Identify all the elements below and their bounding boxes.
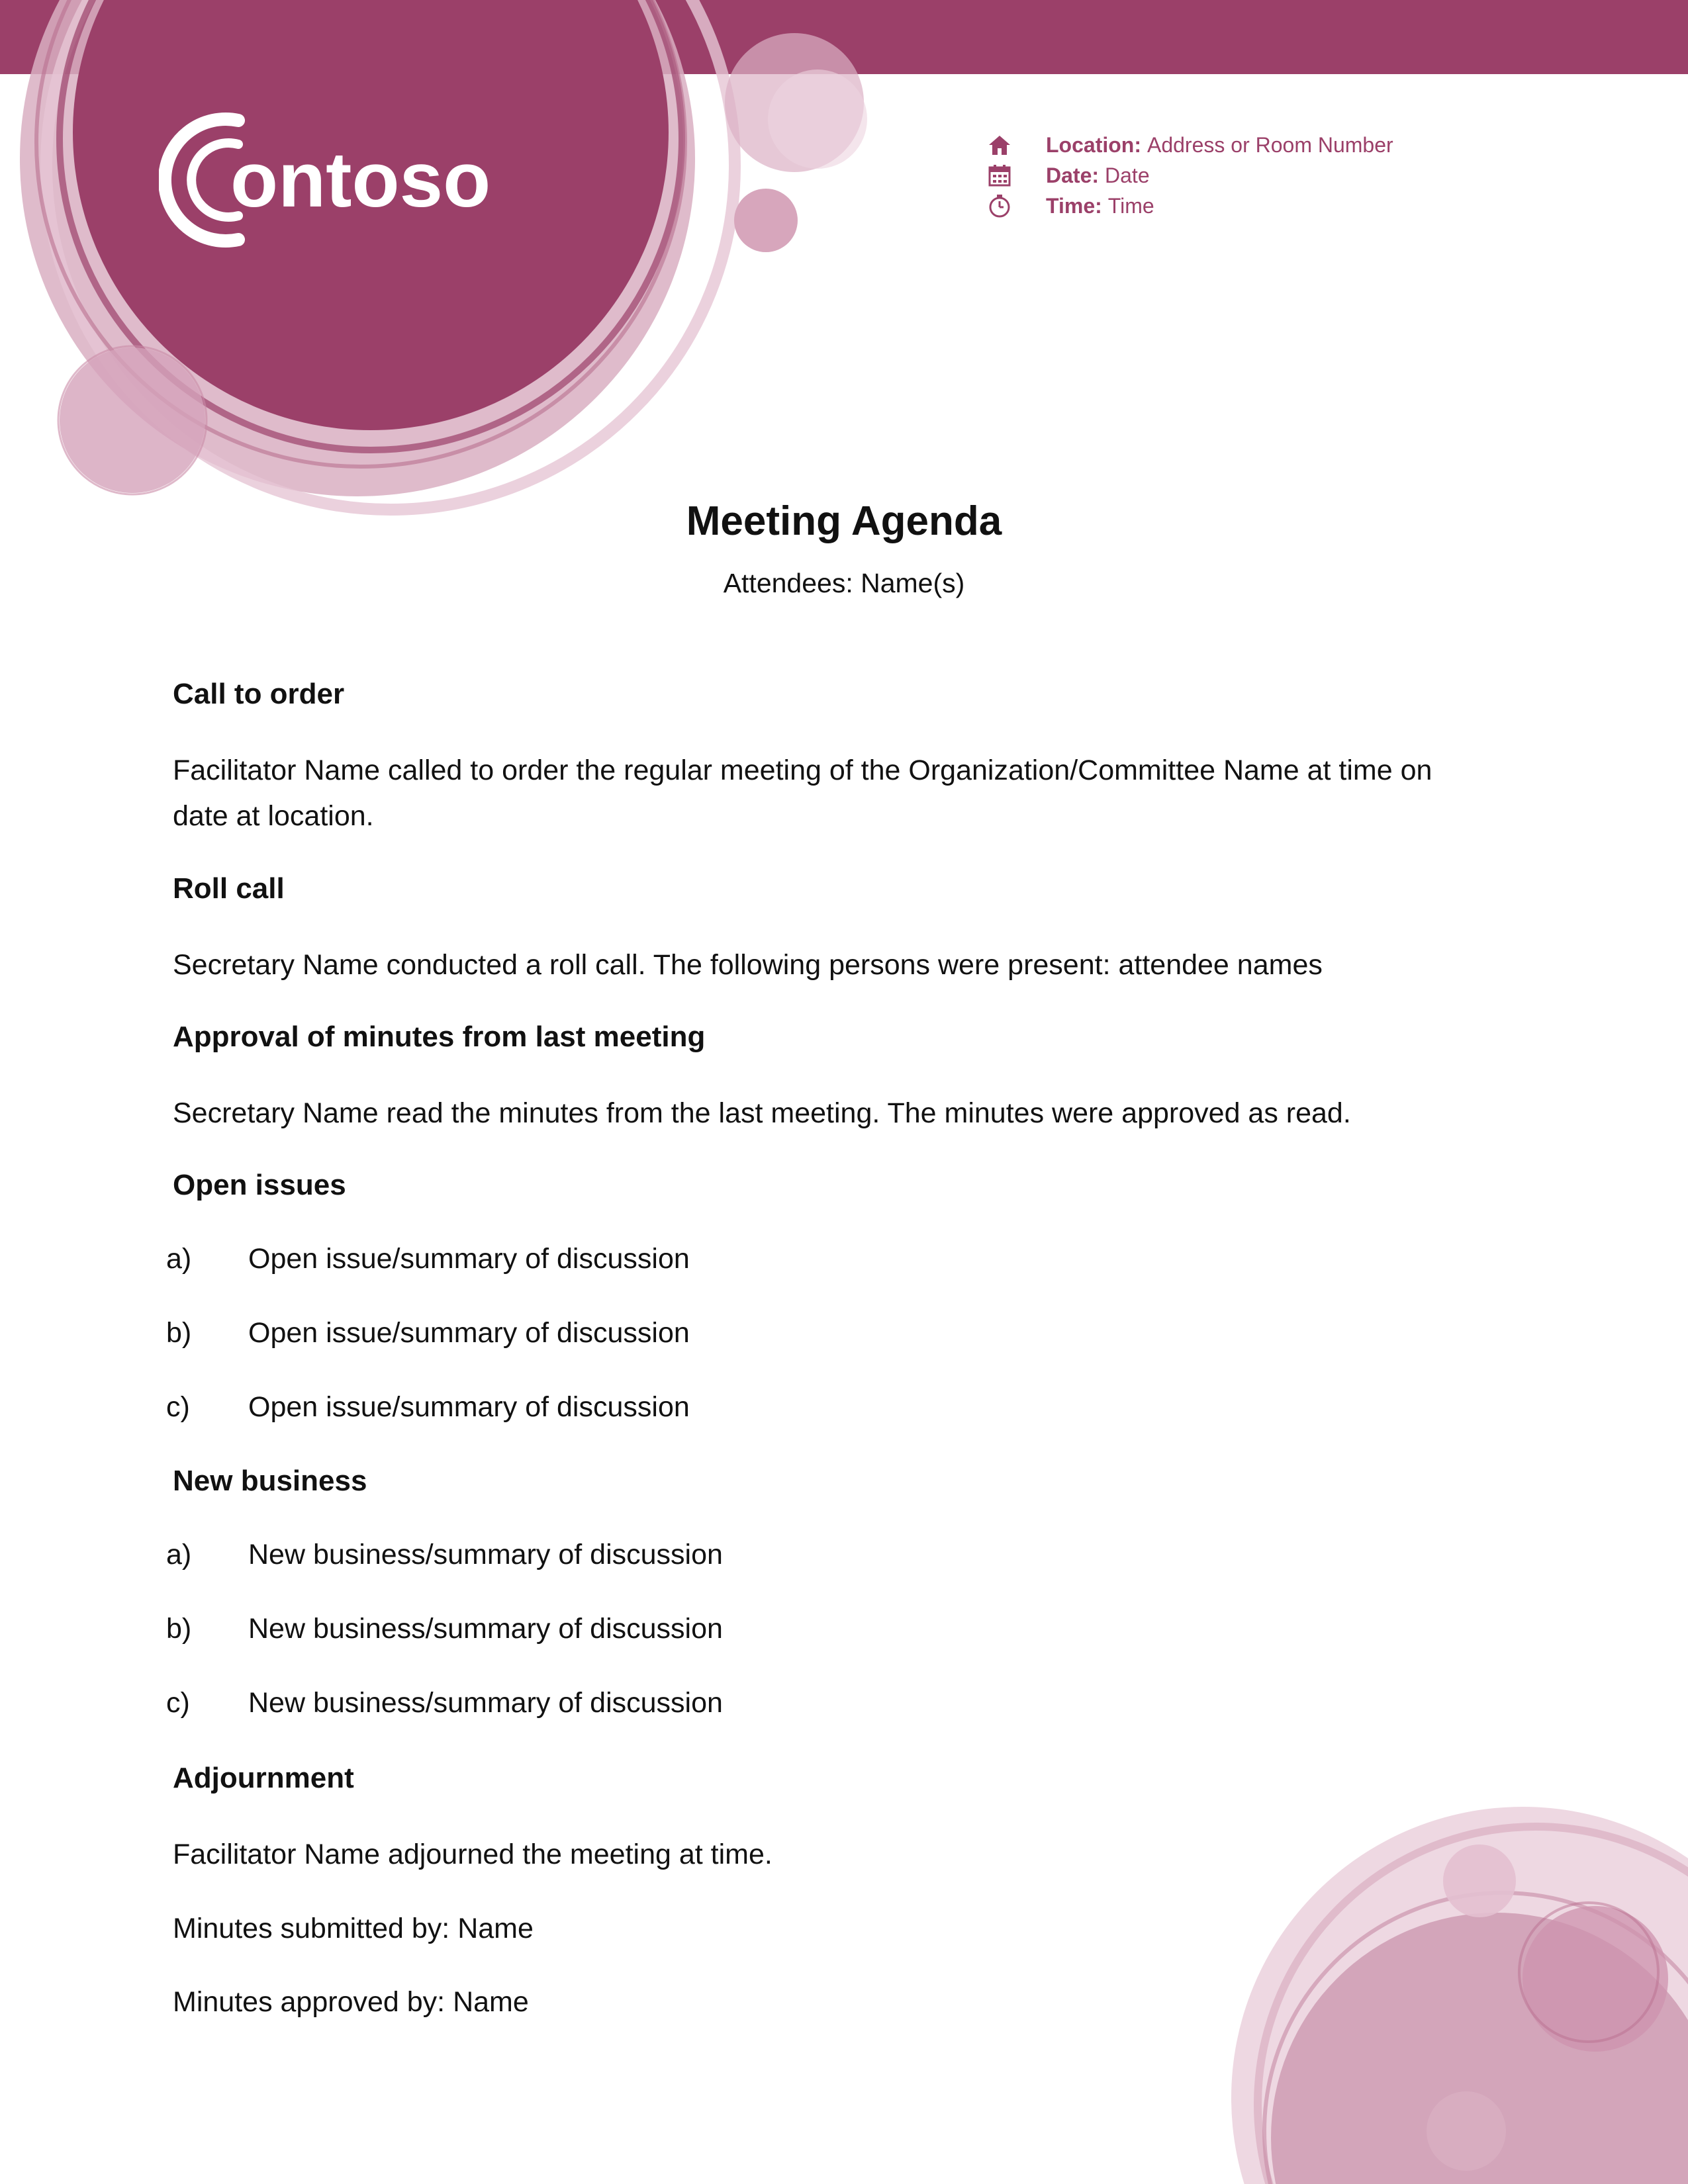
home-icon xyxy=(986,132,1013,158)
date-label: Date: xyxy=(1046,163,1100,187)
page-title: Meeting Agenda xyxy=(686,498,1002,544)
section-body-approval: Secretary Name read the minutes from the last meeting. The minutes were approved as read. xyxy=(173,1097,1351,1129)
item-letter: b) xyxy=(166,1613,192,1645)
item-text: Open issue/summary of discussion xyxy=(248,1391,690,1423)
item-letter: c) xyxy=(166,1687,190,1719)
section-title: Call to order xyxy=(173,678,345,710)
minutes-approved-line: Minutes approved by: Name xyxy=(173,1986,529,2018)
bubble-left xyxy=(60,347,205,493)
item-letter: c) xyxy=(166,1391,190,1423)
minutes-submitted-line: Minutes submitted by: Name xyxy=(173,1913,534,1944)
section-body-roll-call: Secretary Name conducted a roll call. The following persons were present: attendee names xyxy=(173,949,1323,981)
item-text: New business/summary of discussion xyxy=(248,1613,723,1645)
body-line: date at location. xyxy=(173,800,374,832)
adjournment-line: Facilitator Name adjourned the meeting at time. xyxy=(173,1839,773,1870)
section-title: Adjournment xyxy=(173,1762,354,1794)
item-letter: a) xyxy=(166,1243,192,1275)
logo-text: ontoso xyxy=(230,136,491,224)
time-value: Time xyxy=(1107,193,1154,218)
body-line: Facilitator Name called to order the regular meeting of the Organization/Committee Name at time on xyxy=(173,754,1432,786)
section-title: Approval of minutes from last meeting xyxy=(173,1021,706,1053)
attendees-line: Attendees: Name(s) xyxy=(723,568,965,598)
item-text: Open issue/summary of discussion xyxy=(248,1243,690,1275)
item-text: New business/summary of discussion xyxy=(248,1687,723,1719)
section-body-call-to-order xyxy=(173,748,1550,839)
stopwatch-icon xyxy=(986,193,1013,219)
section-title: Roll call xyxy=(173,872,285,905)
item-letter: a) xyxy=(166,1539,192,1570)
item-letter: b) xyxy=(166,1317,192,1349)
item-text: New business/summary of discussion xyxy=(248,1539,723,1570)
section-title: New business xyxy=(173,1465,367,1497)
location-row xyxy=(986,130,1393,160)
location-label: Location: xyxy=(1046,132,1141,157)
section-title: Open issues xyxy=(173,1169,346,1201)
time-label: Time: xyxy=(1046,193,1102,218)
location-value: Address or Room Number xyxy=(1147,132,1393,157)
item-text: Open issue/summary of discussion xyxy=(248,1317,690,1349)
time-row xyxy=(986,191,1393,221)
meeting-info xyxy=(986,130,1393,221)
date-row xyxy=(986,160,1393,191)
date-value: Date xyxy=(1105,163,1150,187)
calendar-icon xyxy=(986,162,1013,189)
contoso-logo xyxy=(159,106,516,251)
bubble-small xyxy=(734,189,798,252)
